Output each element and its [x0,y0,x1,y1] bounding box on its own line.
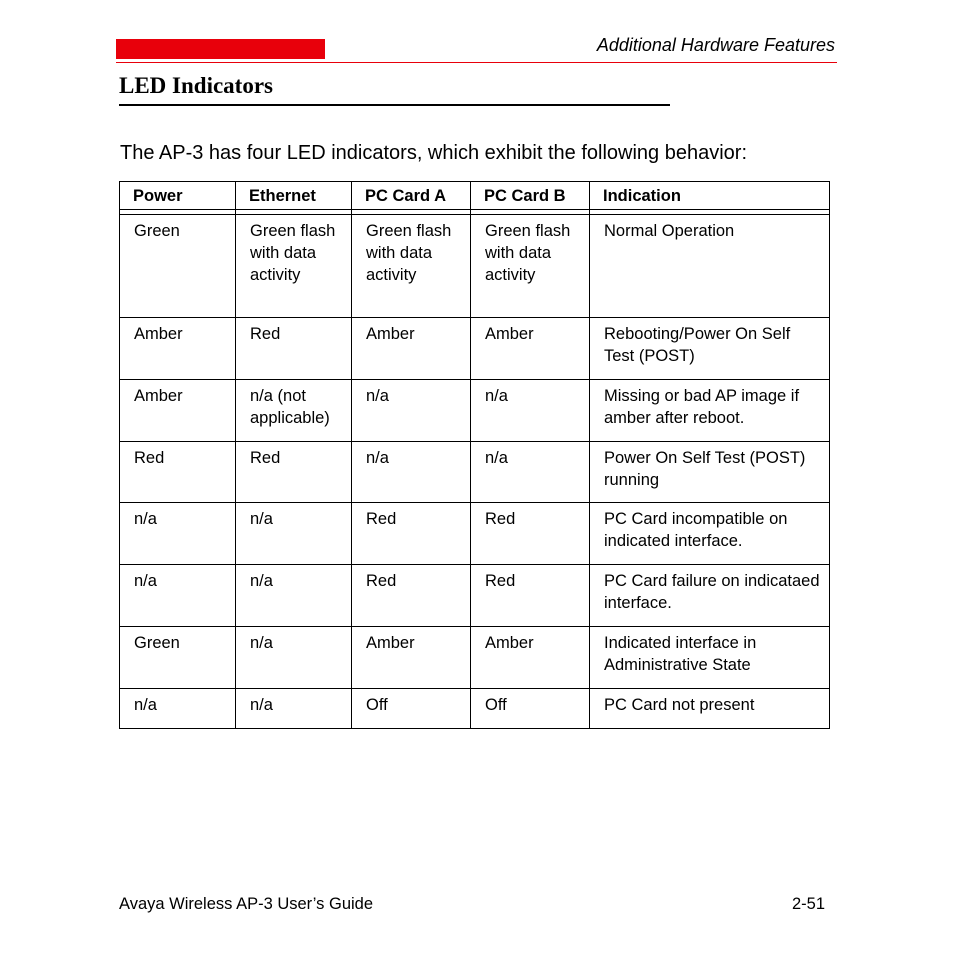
table-row [120,627,830,689]
cell-pc-card-b: Off [471,689,590,729]
header-red-bar [116,39,325,59]
led-indicator-table [119,181,830,729]
cell-pc-card-a: Amber [352,627,471,689]
cell-ethernet: Green flash with data activity [236,215,352,318]
cell-pc-card-b: n/a [471,380,590,442]
cell-ethernet: n/a [236,565,352,627]
table-row [120,503,830,565]
cell-power: Amber [120,380,236,442]
cell-power: n/a [120,565,236,627]
cell-power: Red [120,442,236,503]
section-title: LED Indicators [119,73,273,98]
cell-power: Green [120,215,236,318]
footer-page-number: 2-51 [791,895,825,913]
column-header-power: Power [120,182,236,210]
column-header-indication: Indication [590,182,830,210]
cell-ethernet: n/a [236,503,352,565]
table-row [120,380,830,442]
cell-ethernet: n/a (not applicable) [236,380,352,442]
header-rule [116,62,837,63]
cell-ethernet: Red [236,318,352,380]
cell-ethernet: n/a [236,627,352,689]
running-header-title: Additional Hardware Features [596,35,835,55]
cell-power: n/a [120,503,236,565]
cell-pc-card-a: Amber [352,318,471,380]
cell-power: n/a [120,689,236,729]
cell-pc-card-a: Red [352,565,471,627]
footer-guide-title: Avaya Wireless AP-3 User’s Guide [119,895,374,913]
cell-indication: PC Card failure on indicataed interface. [590,565,830,627]
cell-pc-card-b: Amber [471,627,590,689]
column-header-pc-card-b: PC Card B [471,182,590,210]
cell-indication: PC Card incompatible on indicated interface. [590,503,830,565]
section-title-rule [119,104,670,106]
cell-power: Green [120,627,236,689]
table-row [120,215,830,318]
cell-indication: PC Card not present [590,689,830,729]
cell-ethernet: n/a [236,689,352,729]
cell-ethernet: Red [236,442,352,503]
cell-indication: Normal Operation [590,215,830,318]
cell-indication: Rebooting/Power On Self Test (POST) [590,318,830,380]
cell-pc-card-a: n/a [352,442,471,503]
cell-pc-card-b: Red [471,565,590,627]
cell-pc-card-b: Red [471,503,590,565]
cell-indication: Power On Self Test (POST) running [590,442,830,503]
table-header-row [120,182,830,210]
column-header-ethernet: Ethernet [236,182,352,210]
cell-pc-card-b: Green flash with data activity [471,215,590,318]
table-row [120,318,830,380]
table-row [120,442,830,503]
cell-power: Amber [120,318,236,380]
cell-pc-card-b: n/a [471,442,590,503]
cell-pc-card-a: Off [352,689,471,729]
cell-pc-card-a: Red [352,503,471,565]
column-header-pc-card-a: PC Card A [352,182,471,210]
cell-pc-card-a: n/a [352,380,471,442]
cell-pc-card-a: Green flash with data activity [352,215,471,318]
cell-indication: Indicated interface in Administrative State [590,627,830,689]
cell-indication: Missing or bad AP image if amber after reboot. [590,380,830,442]
cell-pc-card-b: Amber [471,318,590,380]
table-row [120,565,830,627]
intro-paragraph: The AP-3 has four LED indicators, which exhibit the following behavior: [120,142,748,164]
table-row [120,689,830,729]
